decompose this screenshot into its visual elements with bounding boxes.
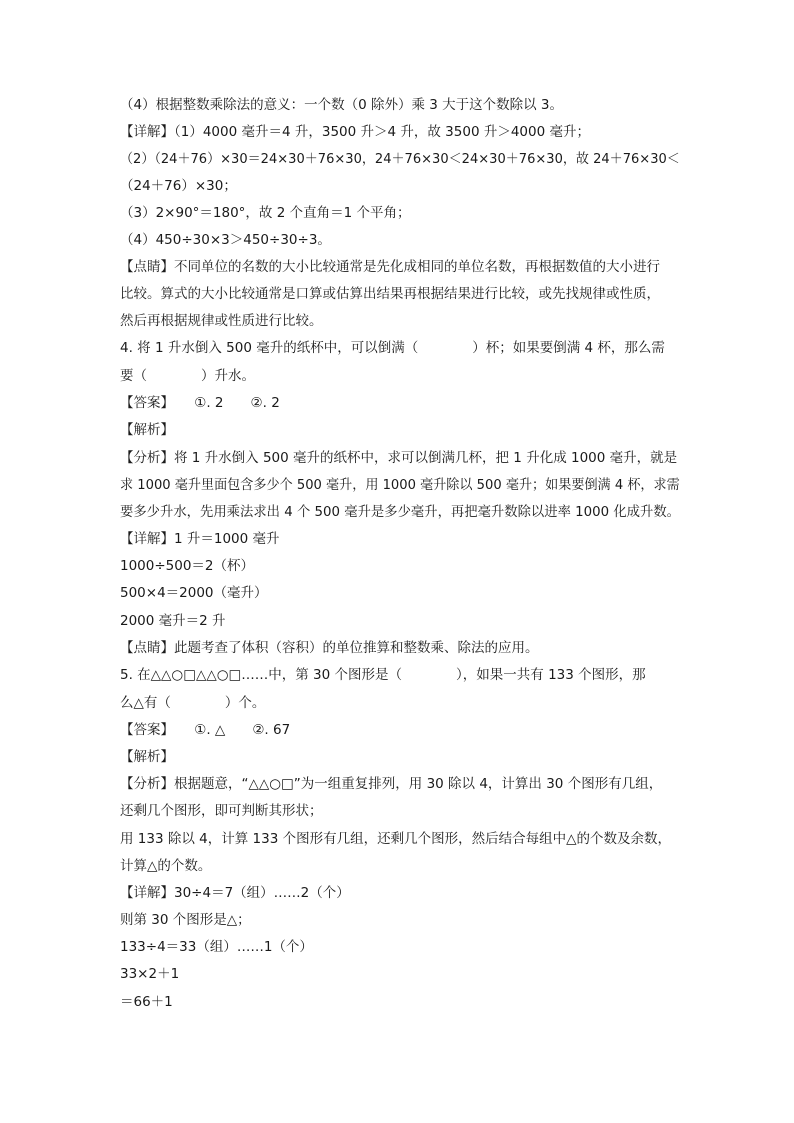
text-line: 则第 30 个图形是△； bbox=[120, 912, 251, 928]
text-line: ＝66＋1 bbox=[120, 994, 173, 1010]
text-line: （2）（24＋76）×30＝24×30＋76×30，24＋76×30＜24×30＋76×30，故 24＋76×30＜ bbox=[120, 151, 680, 167]
text-line: 5. 在△△○□△△○□……中，第 30 个图形是（ ），如果一共有 133 个图形，那 bbox=[120, 667, 646, 683]
text-line: 用 133 除以 4，计算 133 个图形有几组，还剩几个图形，然后结合每组中△的个数及余数， bbox=[120, 831, 671, 847]
text-line: 【答案】 ①. 2 ②. 2 bbox=[120, 395, 280, 411]
text-line: 【分析】根据题意，“△△○□”为一组重复排列，用 30 除以 4，计算出 30 个图形有几组， bbox=[120, 776, 663, 792]
text-line: 【点睛】此题考查了体积（容积）的单位推算和整数乘、除法的应用。 bbox=[120, 640, 539, 656]
text-line: 【解析】 bbox=[120, 422, 174, 438]
text-line: 【答案】 ①. △ ②. 67 bbox=[120, 722, 291, 738]
text-line: 【点睛】不同单位的名数的大小比较通常是先化成相同的单位名数，再根据数值的大小进行 bbox=[120, 259, 660, 275]
text-line: （24＋76）×30； bbox=[120, 178, 237, 194]
text-line: （3）2×90°＝180°，故 2 个直角＝1 个平角； bbox=[120, 205, 411, 221]
text-line: 计算△的个数。 bbox=[120, 858, 212, 874]
text-line: （4）根据整数乘除法的意义：一个数（0 除外）乘 3 大于这个数除以 3。 bbox=[120, 97, 564, 113]
text-line: 么△有（ ）个。 bbox=[120, 695, 266, 711]
text-line: 还剩几个图形，即可判断其形状； bbox=[120, 803, 323, 819]
text-line: 【详解】30÷4＝7（组）……2（个） bbox=[120, 885, 350, 901]
text-line: 【详解】（1）4000 毫升＝4 升，3500 升＞4 升，故 3500 升＞4000 毫升； bbox=[120, 124, 590, 140]
text-line: 2000 毫升＝2 升 bbox=[120, 613, 226, 629]
text-line: 4. 将 1 升水倒入 500 毫升的纸杯中，可以倒满（ ）杯；如果要倒满 4 杯，那么需 bbox=[120, 340, 665, 356]
text-line: 求 1000 毫升里面包含多少个 500 毫升，用 1000 毫升除以 500 毫升；如果要倒满 4 杯，求需 bbox=[120, 477, 680, 493]
text-line: 1000÷500＝2（杯） bbox=[120, 558, 255, 574]
text-line: 比较。算式的大小比较通常是口算或估算出结果再根据结果进行比较，或先找规律或性质， bbox=[120, 286, 660, 302]
text-line: 要（ ）升水。 bbox=[120, 368, 255, 384]
text-line: 然后再根据规律或性质进行比较。 bbox=[120, 313, 323, 329]
text-line: 500×4＝2000（毫升） bbox=[120, 585, 268, 601]
text-line: 【解析】 bbox=[120, 749, 174, 765]
text-line: 【详解】1 升＝1000 毫升 bbox=[120, 531, 280, 547]
text-line: （4）450÷30×3＞450÷30÷3。 bbox=[120, 232, 331, 248]
text-line: 133÷4＝33（组）……1（个） bbox=[120, 939, 313, 955]
text-line: 33×2＋1 bbox=[120, 966, 180, 982]
text-line: 【分析】将 1 升水倒入 500 毫升的纸杯中，求可以倒满几杯，把 1 升化成 1000 毫升，就是 bbox=[120, 450, 678, 466]
text-line: 要多少升水，先用乘法求出 4 个 500 毫升是多少毫升，再把毫升数除以进率 1000 化成升数。 bbox=[120, 504, 680, 520]
